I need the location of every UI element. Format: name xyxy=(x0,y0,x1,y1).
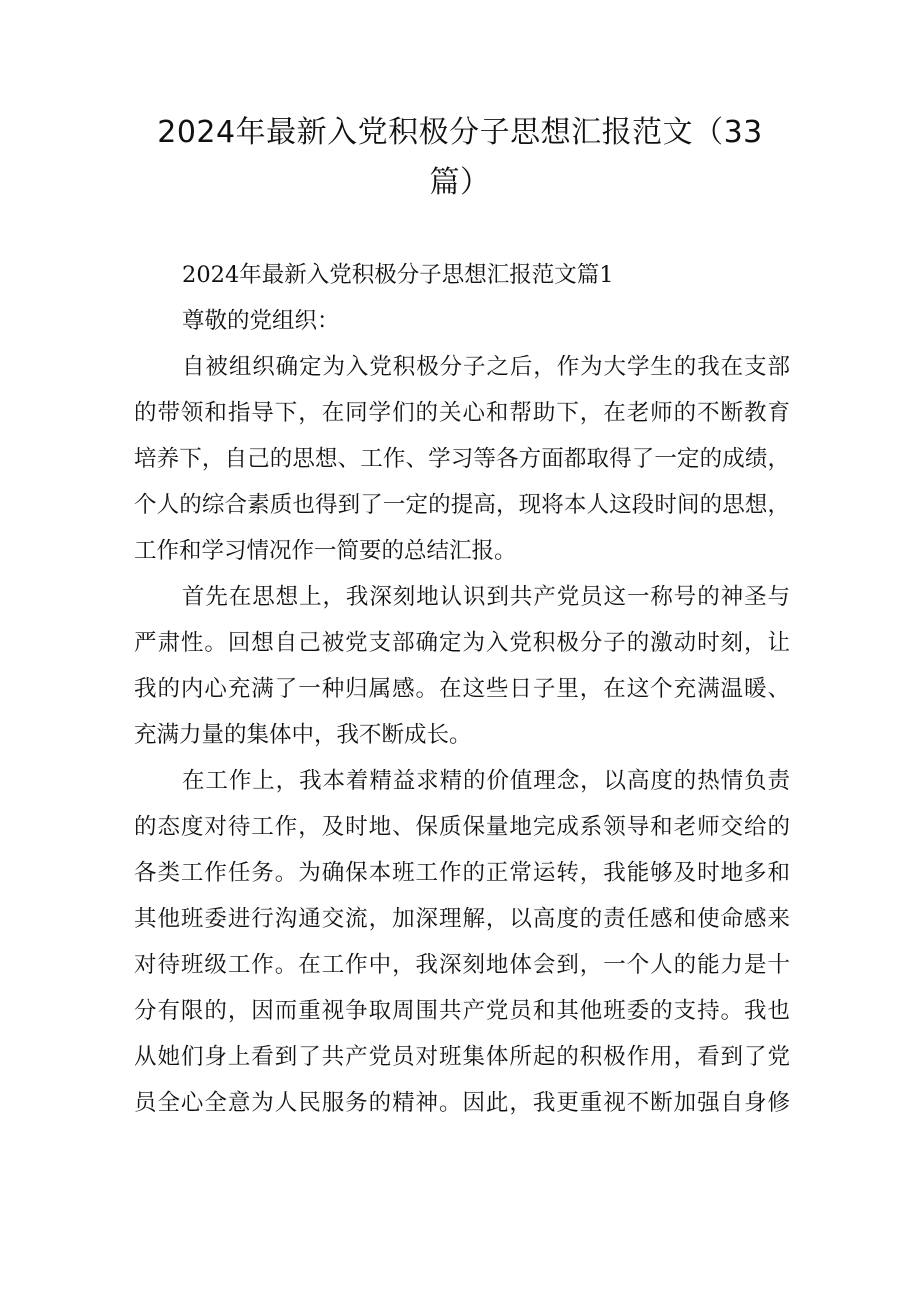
document-title xyxy=(120,108,800,208)
paragraph-line: 严肃性。回想自己被党支部确定为入党积极分子的激动时刻，让 xyxy=(134,630,790,656)
paragraph-line: 工作和学习情况作一简要的总结汇报。 xyxy=(134,538,517,564)
paragraph-line: 分有限的，因而重视争取周围共产党员和其他班委的支持。我也 xyxy=(134,998,790,1024)
paragraph-line: 对待班级工作。在工作中，我深刻地体会到，一个人的能力是十 xyxy=(134,952,790,978)
paragraph-2 xyxy=(134,574,790,758)
paragraph-line: 的带领和指导下，在同学们的关心和帮助下，在老师的不断教育 xyxy=(134,400,790,426)
paragraph-line: 在工作上，我本着精益求精的价值理念，以高度的热情负责 xyxy=(182,768,790,794)
paragraph-line: 其他班委进行沟通交流，加深理解，以高度的责任感和使命感来 xyxy=(134,906,790,932)
paragraph-line: 培养下，自己的思想、工作、学习等各方面都取得了一定的成绩， xyxy=(134,446,790,472)
paragraph-line: 首先在思想上，我深刻地认识到共产党员这一称号的神圣与 xyxy=(182,584,790,610)
paragraph-line: 充满力量的集体中，我不断成长。 xyxy=(134,722,472,748)
section-subtitle: 2024年最新入党积极分子思想汇报范文篇1 xyxy=(182,262,614,288)
paragraph-line: 各类工作任务。为确保本班工作的正常运转，我能够及时地多和 xyxy=(134,860,790,886)
paragraph-line: 自被组织确定为入党积极分子之后，作为大学生的我在支部 xyxy=(182,354,790,380)
paragraph-line: 员全心全意为人民服务的精神。因此，我更重视不断加强自身修 xyxy=(134,1090,790,1116)
paragraph-line: 我的内心充满了一种归属感。在这些日子里，在这个充满温暖、 xyxy=(134,676,790,702)
paragraph-line: 的态度对待工作，及时地、保质保量地完成系领导和老师交给的 xyxy=(134,814,790,840)
paragraph-3 xyxy=(134,758,790,1126)
title-line-1: 2024年最新入党积极分子思想汇报范文（33 xyxy=(157,115,763,150)
paragraph-line: 从她们身上看到了共产党员对班集体所起的积极作用，看到了党 xyxy=(134,1044,790,1070)
paragraph-line: 个人的综合素质也得到了一定的提高，现将本人这段时间的思想， xyxy=(134,492,790,518)
paragraph-1 xyxy=(134,344,790,574)
document-body xyxy=(134,252,790,1126)
salutation: 尊敬的党组织： xyxy=(182,308,340,334)
title-line-2: 篇） xyxy=(429,165,491,200)
